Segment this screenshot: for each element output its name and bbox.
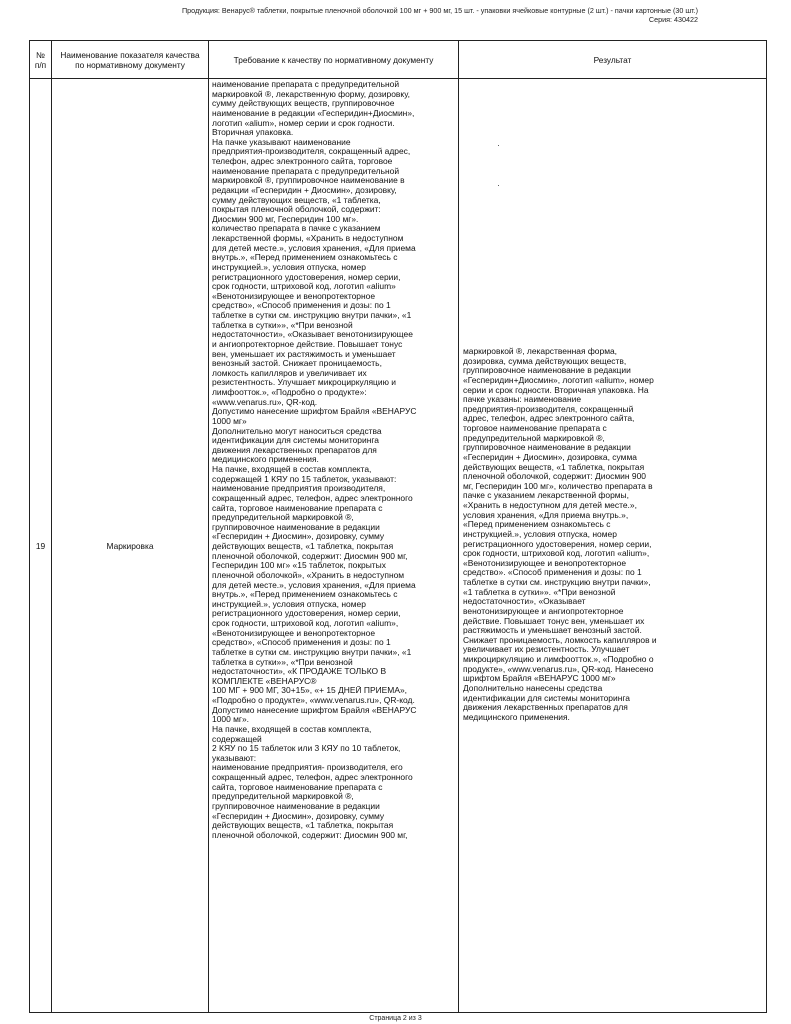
result-line: инструкцией.», условия отпуска, номер	[463, 529, 617, 539]
row-result	[459, 79, 767, 1013]
requirement-line: для детей месте.», условия хранения, «Для приема	[212, 580, 416, 590]
result-line: Снижает проницаемость, ломкость капилляров и	[463, 635, 657, 645]
requirement-line: пленочной оболочкой, содержит: Диосмин 900 мг,	[212, 830, 408, 840]
requirement-line: и ангиопротекторное действие. Повышает тонус	[212, 339, 403, 349]
result-line: мг, Гесперидин 100 мг», количество препарата в	[463, 481, 653, 491]
result-line: пачке указаны: наименование	[463, 395, 582, 405]
requirement-line: медицинского применения.	[212, 455, 319, 465]
result-line: таблетке в сутки см. инструкцию внутри пачки»,	[463, 578, 651, 587]
table-row	[30, 79, 767, 1013]
row-requirement	[209, 79, 459, 1013]
requirement-line: предупредительной маркировкой ®,	[212, 513, 354, 523]
result-line: медицинского применения.	[463, 712, 570, 722]
result-line: «Гесперидин + Диосмин», дозировка, сумма	[463, 452, 637, 462]
requirement-line: для детей месте.», условия хранения, «Для приема	[212, 243, 416, 253]
requirement-line: регистрационного удостоверения, номер серии,	[212, 272, 401, 282]
result-line: торговое наименование препарата с	[463, 424, 607, 433]
requirement-line: сумму действующих веществ, группировочное	[212, 99, 395, 109]
requirement-line: 100 МГ + 900 МГ, 30+15», «+ 15 ДНЕЙ ПРИЕМА»,	[212, 686, 408, 696]
requirement-line: регистрационного удостоверения, номер серии,	[212, 609, 401, 619]
requirement-line: 2 КЯУ по 15 таблеток или 3 КЯУ по 10 таблеток,	[212, 744, 401, 754]
result-line: дозировка, сумма действующих веществ,	[463, 356, 627, 366]
requirement-line: Дополнительно могут наноситься средства	[212, 426, 382, 436]
result-line: идентификации для системы мониторинга	[463, 693, 630, 703]
requirement-line: инструкцией.», условия отпуска, номер	[212, 599, 366, 609]
requirement-line: маркировкой ®, лекарственную форму, дозировку,	[212, 89, 410, 99]
requirement-line: «www.venarus.ru», QR-код.	[212, 397, 318, 407]
document-header	[138, 6, 698, 24]
result-line: Дополнительно нанесены средства	[463, 683, 603, 693]
requirement-line: инструкцией.», условия отпуска, номер	[212, 262, 366, 272]
requirement-line: резистентность. Улучшает микроциркуляцию и	[212, 378, 396, 388]
result-line: серии и срок годности. Вторичная упаковка. На	[463, 385, 649, 395]
requirement-line: средство», «Способ применения и дозы: по 1	[212, 301, 391, 311]
requirement-line: пленочной оболочкой, содержит: Диосмин 900 мг,	[212, 551, 408, 561]
result-line: «1 таблетка в сутки»». «*При венозной	[463, 587, 616, 597]
quality-table	[29, 40, 767, 1013]
requirement-line: вен, уменьшает их растяжимость и уменьшает	[212, 349, 396, 359]
result-line: предупредительной маркировкой ®,	[463, 433, 605, 443]
result-line: условия хранения, «Для приема внутрь.»,	[463, 510, 629, 520]
requirement-line: наименование в редакции «Гесперидин+Диосмин»,	[212, 108, 415, 118]
requirement-line: недостаточности», «Оказывает венотонизирующее	[212, 330, 413, 340]
requirement-line: наименование препарата с предупредительной	[212, 166, 400, 176]
requirement-line: наименование предприятия- производителя, его	[212, 763, 403, 773]
requirement-line: лимфоотток.», «Подробно о продукте»:	[212, 388, 367, 397]
requirement-line: сайта, торговое наименование препарата с	[212, 782, 383, 792]
result-line: адрес, телефон, адрес электронного сайта,	[463, 414, 635, 424]
result-line: движения лекарственных препаратов для	[463, 703, 628, 713]
result-line: пачке с указанием лекарственной формы,	[463, 491, 629, 501]
requirement-line: наименование препарата с предупредительной	[212, 80, 400, 89]
result-line: венотонизирующее и ангиопротекторное	[463, 606, 624, 616]
result-line: регистрационного удостоверения, номер серии,	[463, 539, 652, 549]
requirement-line: движения лекарственных препаратов для	[212, 445, 377, 455]
requirement-line: таблетка в сутки»», «*При венозной	[212, 657, 353, 667]
requirement-line: маркировкой ®, группировочное наименование в	[212, 176, 405, 186]
requirement-line: венозный застой. Снижает проницаемость,	[212, 359, 382, 369]
requirement-line: средство», «Способ применения и дозы: по 1	[212, 638, 391, 648]
requirement-line: сокращенный адрес, телефон, адрес электронного	[212, 773, 413, 782]
requirement-line: «Венотонизирующее и венопротекторное	[212, 628, 376, 638]
col-indicator-header: Наименование показателя качества по нормативному документу	[52, 41, 209, 79]
requirement-line: указывают:	[212, 753, 257, 763]
requirement-line: срок годности, штриховой код, логотип «alium»	[212, 282, 396, 292]
requirement-line: наименование предприятия производителя,	[212, 484, 386, 494]
requirement-line: редакции «Гесперидин + Диосмин», дозировку,	[212, 185, 397, 195]
requirement-line: телефон, адрес электронного сайта, торговое	[212, 157, 393, 166]
col-requirement-header: Требование к качеству по нормативному документу	[209, 41, 459, 79]
requirement-line: внутрь.», «Перед применением ознакомьтесь с	[212, 253, 398, 263]
result-line: продукте», «www.venarus.ru», QR-код. Нанесено	[463, 664, 654, 674]
requirement-line: Вторичная упаковка.	[212, 128, 294, 138]
result-line: растяжимость и уменьшает венозный застой.	[463, 626, 642, 636]
requirement-line: «Подробно о продукте», «www.venarus.ru», QR-код.	[212, 696, 415, 705]
result-line: «Гесперидин+Диосмин», логотип «alium», номер	[463, 375, 654, 385]
requirement-line: сумму действующих веществ, «1 таблетка,	[212, 195, 381, 205]
requirement-line: срок годности, штриховой код, логотип «alium»,	[212, 619, 399, 628]
series-line: Серия: 430422	[648, 15, 698, 24]
requirement-line: Допустимо нанесение шрифтом Брайля «ВЕНАРУС	[212, 407, 417, 417]
requirement-line: содержащей 1 КЯУ по 15 таблеток, указывают:	[212, 474, 397, 484]
result-line: средство». «Способ применения и дозы: по 1	[463, 568, 642, 578]
requirement-line: На пачке указывают наименование	[212, 137, 351, 147]
requirement-line: Допустимо нанесение шрифтом Брайля «ВЕНАРУС	[212, 705, 417, 715]
col-number-header: № п/п	[30, 41, 52, 79]
result-line: увеличивает их резистентность. Улучшает	[463, 645, 630, 655]
row-indicator: Маркировка	[52, 79, 209, 1013]
requirement-line: предприятия-производителя, сокращенный адрес,	[212, 147, 411, 157]
requirement-line: предупредительной маркировкой ®,	[212, 792, 354, 802]
requirement-line: 1000 мг».	[212, 715, 250, 725]
result-line: предприятия-производителя, сокращенный	[463, 404, 634, 414]
requirement-line: КОМПЛЕКТЕ «ВЕНАРУС®	[212, 676, 317, 686]
requirement-line: внутрь.», «Перед применением ознакомьтесь с	[212, 590, 398, 600]
result-line: группировочное наименование в редакции	[463, 443, 631, 453]
requirement-line: Диосмин 900 мг, Гесперидин 100 мг».	[212, 214, 359, 224]
col-result-header: Результат	[459, 41, 767, 79]
requirement-line: 1000 мг»	[212, 416, 247, 426]
requirement-line: лекарственной формы, «Хранить в недоступном	[212, 234, 404, 243]
requirement-line: таблетке в сутки см. инструкцию внутри пачки», «1	[212, 311, 412, 320]
result-line: шрифтом Брайля «ВЕНАРУС 1000 мг»	[463, 674, 616, 684]
requirement-line: На пачке, входящей в состав комплекта,	[212, 724, 372, 734]
result-line: «Хранить в недоступном для детей месте.»,	[463, 501, 637, 510]
requirement-line: пленочной оболочкой», «Хранить в недоступном	[212, 570, 405, 580]
requirement-line: таблетка в сутки»», «*При венозной	[212, 320, 353, 330]
requirement-line: содержащей	[212, 734, 262, 744]
requirement-line: ломкость капилляров и увеличивает их	[212, 368, 367, 378]
scan-speck: ·	[497, 180, 500, 190]
requirement-line: «Гесперидин + Диосмин», дозировку, сумму	[212, 811, 385, 821]
requirement-line: идентификации для системы мониторинга	[212, 436, 379, 446]
requirement-line: действующих веществ, «1 таблетка, покрытая	[212, 821, 394, 831]
page-footer: Страница 2 из 3	[369, 1015, 422, 1022]
result-line: «Венотонизирующее и венопротекторное	[463, 558, 627, 568]
requirement-line: количество препарата в пачке с указанием	[212, 224, 381, 234]
result-line: срок годности, штриховой код, логотип «alium»,	[463, 549, 650, 559]
result-line: группировочное наименование в редакции	[463, 366, 631, 376]
requirement-line: Гесперидин 100 мг» «15 таблеток, покрытых	[212, 561, 386, 571]
result-line: действующих веществ, «1 таблетка, покрытая	[463, 462, 645, 472]
result-line: «Перед применением ознакомьтесь с	[463, 520, 611, 530]
requirement-line: сайта, торговое наименование препарата с	[212, 503, 383, 513]
scan-speck: ·	[497, 140, 500, 150]
requirement-line: сокращенный адрес, телефон, адрес электронного	[212, 493, 413, 503]
table-header-row	[30, 41, 767, 79]
result-text-block	[463, 79, 762, 722]
result-line: пленочной оболочкой, содержит: Диосмин 900	[463, 472, 646, 482]
requirement-line: действующих веществ, «1 таблетка, покрытая	[212, 542, 394, 551]
requirement-text	[212, 80, 455, 840]
requirement-line: «Гесперидин + Диосмин», дозировку, сумму	[212, 532, 385, 542]
result-line: недостаточности», «Оказывает	[463, 597, 586, 607]
result-line: микроциркуляцию и лимфоотток.», «Подробно о	[463, 655, 654, 664]
result-line: действие. Повышает тонус вен, уменьшает их	[463, 616, 645, 626]
requirement-line: группировочное наименование в редакции	[212, 522, 380, 532]
requirement-line: недостаточности», «К ПРОДАЖЕ ТОЛЬКО В	[212, 667, 387, 677]
row-number: 19	[30, 79, 52, 1013]
requirement-line: таблетке в сутки см. инструкцию внутри пачки», «1	[212, 647, 412, 657]
requirement-line: покрытая пленочной оболочкой, содержит:	[212, 205, 381, 215]
requirement-line: На пачке, входящей в состав комплекта,	[212, 465, 372, 474]
result-line: маркировкой ®, лекарственная форма,	[463, 347, 618, 356]
result-text	[463, 79, 762, 722]
product-line: Продукция: Венарус® таблетки, покрытые пленочной оболочкой 100 мг + 900 мг, 15 шт. - упаковки ячейковые контурные (2 шт.) - пачки картонные (30 шт.)	[181, 6, 698, 15]
requirement-line: логотип «alium», номер серии и срок годности.	[212, 118, 395, 128]
requirement-line: «Венотонизирующее и венопротекторное	[212, 291, 376, 301]
requirement-line: группировочное наименование в редакции	[212, 801, 380, 811]
